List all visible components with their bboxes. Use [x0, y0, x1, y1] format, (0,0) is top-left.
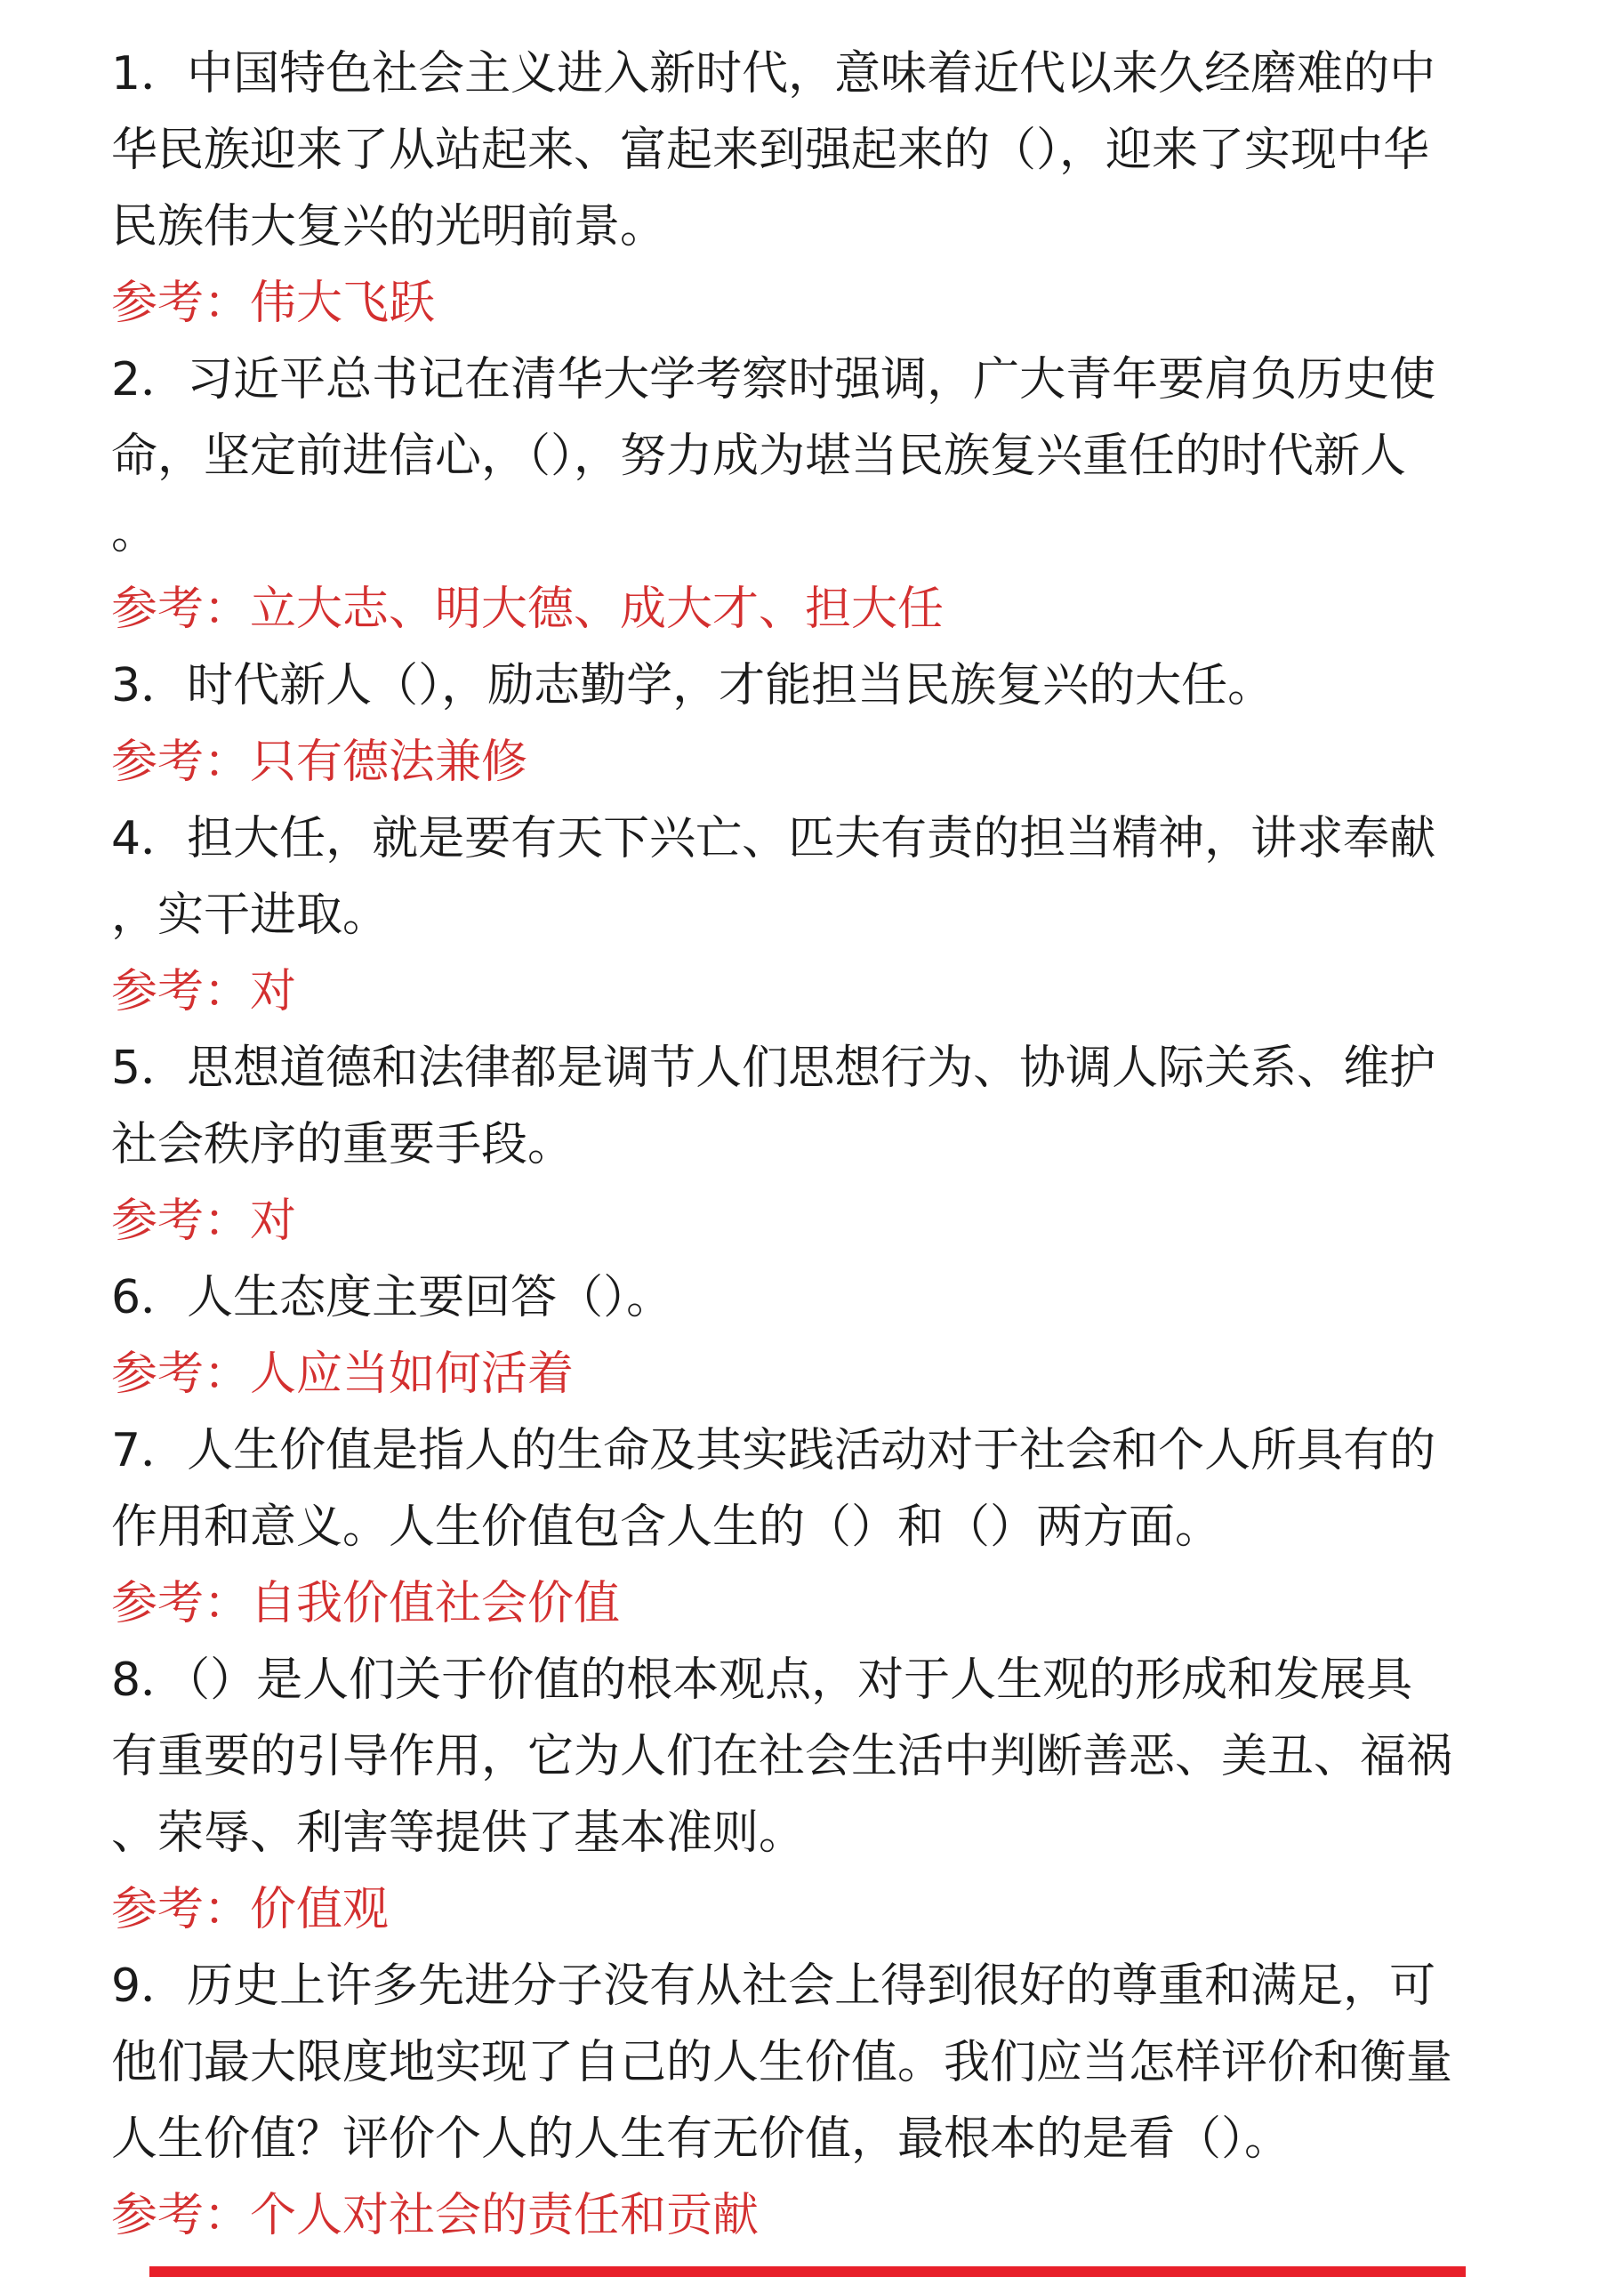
answer-line: 参考：立大志、明大德、成大才、担大任 [111, 583, 945, 636]
question-line: 他们最大限度地实现了自己的人生价值。我们应当怎样评价和衡量 [111, 2036, 1453, 2089]
question-line: 1．中国特色社会主义进入新时代，意味着近代以来久经磨难的中 [111, 47, 1436, 101]
question-line: 8．（）是人们关于价值的根本观点，对于人生观的形成和发展具 [111, 1653, 1413, 1707]
question-line: 3．时代新人（），励志勤学，才能担当民族复兴的大任。 [111, 659, 1274, 712]
quiz-item [111, 1030, 1525, 1259]
question-line: 、荣辱、利害等提供了基本准则。 [111, 1806, 806, 1860]
quiz-item [111, 1259, 1525, 1412]
question-line: 民族伟大复兴的光明前景。 [111, 200, 667, 253]
answer-line: 参考：对 [111, 965, 297, 1018]
question-line: 有重要的引导作用，它为人们在社会生活中判断善恶、美丑、福祸 [111, 1730, 1453, 1783]
answer-line: 参考：对 [111, 1195, 297, 1248]
question-line: 社会秩序的重要手段。 [111, 1118, 575, 1171]
answer-line: 参考：只有德法兼修 [111, 736, 528, 789]
answer-line: 参考：伟大飞跃 [111, 277, 436, 330]
quiz-item [111, 342, 1525, 648]
question-line: 6．人生态度主要回答（）。 [111, 1271, 673, 1324]
answer-line: 参考：自我价值社会价值 [111, 1577, 621, 1630]
quiz-item [111, 801, 1525, 1030]
question-line: 4．担大任，就是要有天下兴亡、匹夫有责的担当精神，讲求奉献 [111, 812, 1436, 865]
quiz-item [111, 36, 1525, 342]
question-line: 5．思想道德和法律都是调节人们思想行为、协调人际关系、维护 [111, 1042, 1436, 1095]
question-line: ，实干进取。 [111, 889, 390, 942]
question-line: 命，坚定前进信心，（），努力成为堪当民族复兴重任的时代新人 [111, 430, 1407, 483]
answer-line: 参考：人应当如何活着 [111, 1348, 575, 1401]
quiz-item [111, 1642, 1525, 1948]
quiz-item [111, 1412, 1525, 1642]
bottom-divider [149, 2266, 1466, 2277]
question-line: 人生价值？评价个人的人生有无价值，最根本的是看（）。 [111, 2112, 1291, 2166]
question-line: 9．历史上许多先进分子没有从社会上得到很好的尊重和满足，可 [111, 1959, 1436, 2013]
quiz-document [111, 36, 1525, 2254]
answer-line: 参考：个人对社会的责任和贡献 [111, 2189, 760, 2242]
question-line: 2．习近平总书记在清华大学考察时强调，广大青年要肩负历史使 [111, 353, 1436, 406]
question-line: 。 [111, 506, 158, 559]
question-line: 华民族迎来了从站起来、富起来到强起来的（），迎来了实现中华 [111, 124, 1430, 177]
quiz-item [111, 648, 1525, 801]
question-line: 作用和意义。人生价值包含人生的（）和（）两方面。 [111, 1501, 1222, 1554]
answer-line: 参考：价值观 [111, 1883, 390, 1936]
question-line: 7．人生价值是指人的生命及其实践活动对于社会和个人所具有的 [111, 1424, 1436, 1477]
quiz-item [111, 1948, 1525, 2254]
